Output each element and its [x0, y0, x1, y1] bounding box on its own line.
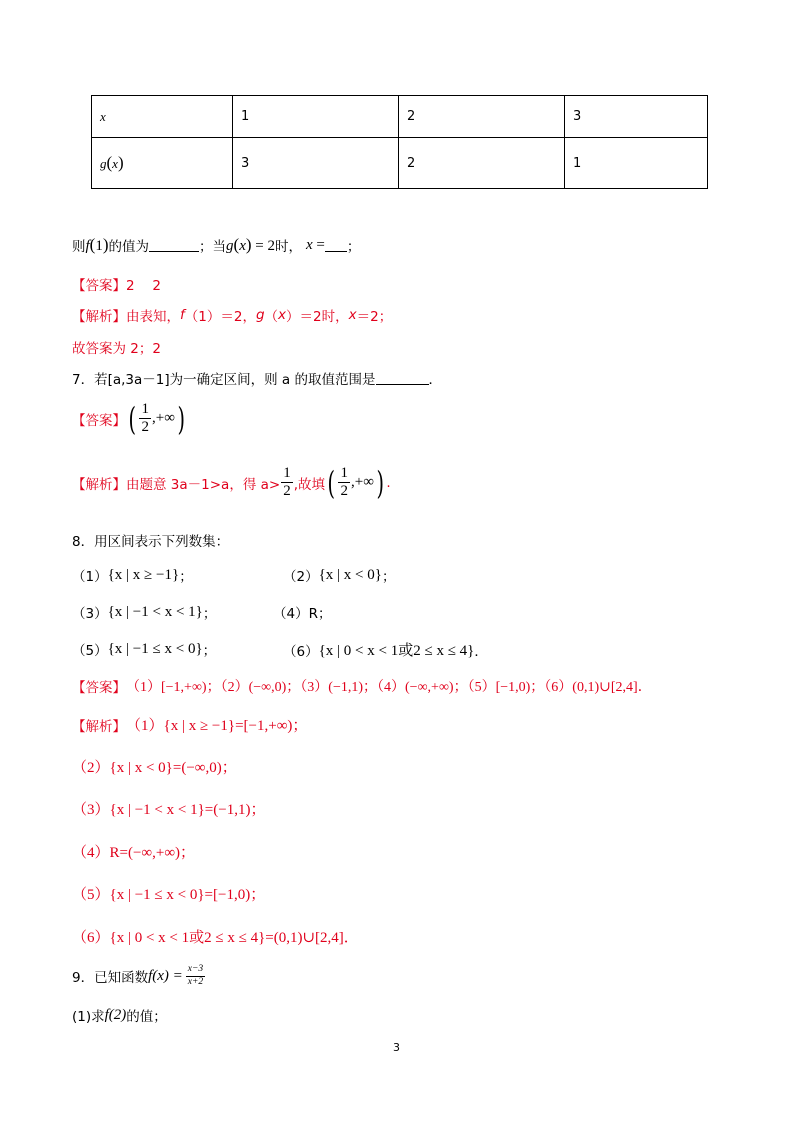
text: 9．已知函数 — [72, 970, 149, 986]
fraction — [281, 466, 293, 499]
answer-label: 【答案】 — [72, 412, 126, 429]
text: ＝2； — [356, 309, 393, 325]
q8-item-row — [283, 565, 395, 585]
numerator: 1 — [141, 401, 149, 417]
q6-answer — [72, 274, 161, 294]
denominator: 2 — [141, 419, 149, 435]
denominator: 2 — [283, 483, 291, 499]
fn-f: f — [180, 307, 185, 323]
fraction — [139, 402, 151, 435]
table-cell: 3 — [565, 96, 708, 138]
table-header-x: x — [92, 96, 233, 138]
q8-analysis-5: （5）{x | −1 ≤ x < 0}=[−1,0)； — [72, 887, 266, 903]
text: 时， — [275, 239, 302, 255]
fn-f: f — [85, 238, 90, 254]
left-paren: ( — [128, 399, 136, 438]
function-table — [91, 95, 708, 189]
text: （ — [264, 309, 279, 325]
text: （1）＝2， — [184, 309, 256, 325]
denominator: 2 — [340, 483, 348, 499]
set-expression: {x | −1 < x < 1} — [107, 603, 203, 620]
item-label: （4） — [273, 606, 309, 622]
q8-analysis-4: （4）R=(−∞,+∞)； — [72, 845, 196, 861]
q8-item-row — [273, 602, 331, 622]
table-row — [92, 138, 708, 189]
text: ,+∞ — [350, 474, 374, 490]
q6-stem: 则 f(1) 的值为 ；当 g(x) = 2 时， x = ； — [72, 235, 361, 255]
set-expression: R； — [308, 606, 332, 622]
text: ； — [202, 606, 217, 622]
text: ,+∞ — [151, 410, 175, 426]
var-x: x — [306, 236, 313, 253]
q8-item-row — [283, 639, 488, 660]
text: ；当 — [199, 239, 227, 255]
set-expression: {x | x < 0} — [318, 566, 382, 583]
text: ． — [428, 372, 442, 388]
answer-text: 2 2 — [126, 278, 161, 294]
fn-name: g — [100, 156, 107, 171]
text: ,故填 — [293, 476, 325, 493]
item-label: （3） — [72, 606, 108, 622]
item-label: （6） — [283, 643, 319, 660]
q8-stem: 8．用区间表示下列数集： — [72, 534, 230, 550]
q7-answer — [72, 399, 187, 438]
answer-text: （1）[−1,+∞)；（2）(−∞,0)；（3）(−1,1)；（4）(−∞,+∞)；（5）[−1,0)；（6）(0,1)∪[2,4]． — [126, 680, 652, 695]
analysis-label: 【解析】 — [72, 309, 126, 325]
right-paren: ) — [177, 399, 185, 438]
fraction — [186, 965, 205, 987]
text: 则 — [72, 239, 86, 255]
numerator: x−3 — [186, 965, 205, 977]
text: ； — [202, 643, 217, 659]
numerator: 1 — [283, 465, 291, 481]
q8-analysis-6: （6）{x | 0 < x < 1或2 ≤ x ≤ 4}=(0,1)∪[2,4]． — [72, 930, 359, 946]
table-cell: 1 — [565, 138, 708, 189]
analysis-label: 【解析】 — [72, 718, 126, 735]
denominator: x+2 — [187, 976, 204, 987]
numerator: 1 — [340, 465, 348, 481]
arg: 1 — [95, 238, 103, 254]
table-header-gx: g(x) — [92, 138, 233, 189]
analysis-line: （1）{x | x ≥ −1}=[−1,+∞)； — [126, 718, 308, 734]
table-cell: 3 — [233, 138, 399, 189]
table-row — [92, 96, 708, 138]
text: ）＝2时， — [286, 309, 349, 325]
answer-blank — [149, 238, 199, 252]
q6-conclusion: 故答案为 2；2 — [72, 341, 161, 357]
item-label: （2） — [283, 569, 319, 585]
q8-analysis-2: （2）{x | x < 0}=(−∞,0)； — [72, 760, 237, 776]
set-expression: {x | −1 ≤ x < 0} — [107, 640, 203, 657]
page-number: 3 — [393, 1041, 400, 1054]
q6-analysis — [72, 305, 392, 325]
analysis-label: 【解析】 — [72, 476, 126, 493]
text: 的值为 — [108, 239, 150, 255]
fn-g: g — [226, 238, 234, 254]
table-cell: 2 — [399, 96, 565, 138]
item-label: （5） — [72, 643, 108, 659]
q7-stem — [72, 368, 442, 388]
text: = 2 — [251, 238, 275, 254]
q8-item-row — [72, 639, 216, 659]
q8-item-row — [72, 602, 216, 622]
q9-stem — [72, 965, 206, 987]
text: ． — [474, 643, 488, 660]
text: (1)求 — [72, 1009, 105, 1025]
answer-label: 【答案】 — [72, 278, 126, 294]
function-def: f(x) = — [148, 967, 183, 984]
fn-var: x — [112, 156, 118, 171]
text: = — [312, 236, 325, 253]
function-call: f(2) — [104, 1006, 127, 1023]
fn-g: g — [255, 307, 265, 323]
q7-analysis — [72, 463, 391, 502]
arg: x — [239, 238, 246, 254]
q9-part1 — [72, 1005, 167, 1025]
text: 的值； — [126, 1009, 167, 1025]
text: 由题意 3a－1>a，得 a> — [126, 476, 281, 493]
text: 7．若[a,3a－1]为一确定区间，则 a 的取值范围是 — [72, 372, 376, 388]
var-x: x — [278, 307, 287, 323]
text: ； — [346, 239, 361, 255]
table-cell: 1 — [233, 96, 399, 138]
answer-label: 【答案】 — [72, 680, 126, 696]
text: ； — [179, 569, 193, 585]
q8-analysis-3: （3）{x | −1 < x < 1}=(−1,1)； — [72, 802, 266, 818]
q8-analysis-1 — [72, 714, 307, 735]
left-paren: ( — [327, 463, 335, 502]
set-expression: {x | 0 < x < 1或2 ≤ x ≤ 4} — [318, 643, 475, 659]
text: 由表知， — [126, 309, 180, 325]
text: ； — [381, 569, 396, 585]
text: . — [386, 474, 391, 491]
right-paren: ) — [376, 463, 384, 502]
item-label: （1） — [72, 569, 108, 585]
answer-blank — [376, 371, 429, 385]
answer-blank — [325, 238, 347, 252]
fraction — [338, 466, 350, 499]
var-x: x — [348, 307, 357, 323]
table-cell: 2 — [399, 138, 565, 189]
q8-answer — [72, 676, 652, 696]
set-expression: {x | x ≥ −1} — [107, 566, 180, 583]
q8-item-row — [72, 565, 193, 585]
